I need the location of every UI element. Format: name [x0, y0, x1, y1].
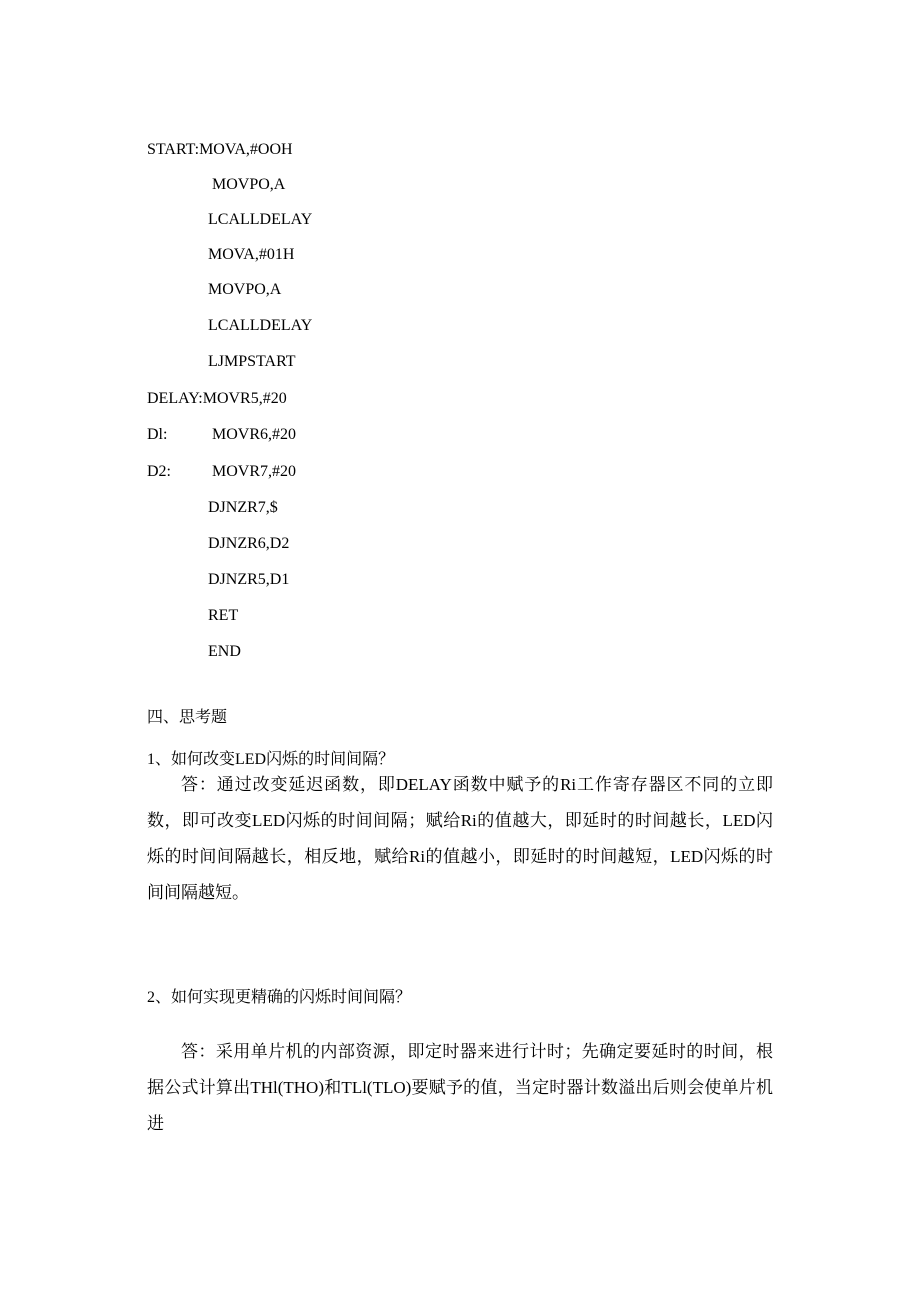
code-line-start: START:MOVA,#OOH: [147, 141, 293, 158]
answer-2: 答：采用单片机的内部资源，即定时器来进行计时；先确定要延时的时间，根据公式计算出THl(THO)和TLl(TLO)要赋予的值，当定时器计数溢出后则会使单片机进: [147, 1042, 773, 1133]
answer-1: 答：通过改变延迟函数，即DELAY函数中赋予的Ri工作寄存器区不同的立即数，即可改变LED闪烁的时间间隔；赋给Ri的值越大，即延时的时间越长，LED闪烁的时间间隔越长，相反地，赋给Ri的值越小，即延时的时间越短，LED闪烁的时间间隔越短。: [147, 775, 773, 902]
code-line: MOVPO,A: [212, 176, 286, 193]
question-1: 1、如何改变LED闪烁的时间间隔？: [147, 751, 395, 768]
code-label-d1: Dl:: [147, 426, 168, 443]
code-line: DJNZR6,D2: [208, 535, 290, 552]
code-line: END: [208, 643, 241, 660]
question-2: 2、如何实现更精确的闪烁时间间隔？: [147, 989, 412, 1006]
code-line: MOVA,#01H: [208, 246, 295, 263]
code-line: MOVR6,#20: [212, 426, 297, 443]
code-line: LCALLDELAY: [208, 317, 313, 334]
code-line: MOVPO,A: [208, 281, 282, 298]
code-label-d2: D2:: [147, 463, 171, 480]
code-line: LCALLDELAY: [208, 211, 313, 228]
code-line: MOVR7,#20: [212, 463, 297, 480]
code-line: RET: [208, 607, 239, 624]
code-line: DJNZR5,D1: [208, 571, 290, 588]
code-line-delay: DELAY:MOVR5,#20: [147, 390, 287, 407]
code-line: DJNZR7,$: [208, 499, 278, 516]
code-line: LJMPSTART: [208, 353, 296, 370]
section-title: 四、思考题: [147, 709, 228, 726]
